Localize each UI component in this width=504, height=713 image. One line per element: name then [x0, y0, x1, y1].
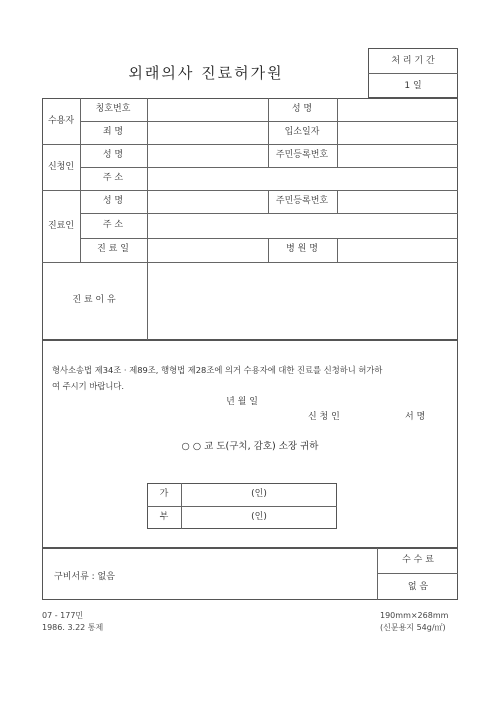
processing-period-label: 처 리 기 간 [391, 56, 435, 66]
doctor-date-label: 진 료 일 [97, 244, 129, 254]
required-documents: 구비서류 : 없음 [54, 572, 115, 582]
fee-row-line [377, 573, 458, 574]
reason-label: 진 료 이 유 [72, 295, 116, 305]
applicant-name-label: 성 명 [102, 150, 124, 160]
fee-label: 수 수 료 [402, 555, 434, 565]
statement-line-1: 형사소송법 제34조 · 제89조, 행형법 제28조에 의거 수용자에 대한 진료를 신청하니 허가하 [52, 365, 383, 375]
paper-size: 190mm×268mm [380, 611, 449, 620]
statement-date: 년 월 일 [226, 397, 258, 407]
right-label-right-line-4 [337, 238, 338, 262]
approval-row-line [147, 506, 337, 507]
approval-col-line [181, 483, 182, 529]
right-label-left-line-4 [268, 238, 269, 262]
statement-sign: 서 명 [405, 412, 426, 422]
form-date: 1986. 3.22 통제 [42, 623, 104, 632]
doctor-address-label: 주 소 [102, 220, 124, 230]
recipient-name-label: 성 명 [291, 104, 313, 114]
recipient-number-label: 칭호번호 [95, 104, 131, 114]
processing-divider [368, 73, 458, 74]
row-line-3 [80, 167, 458, 168]
row-line-6 [80, 238, 458, 239]
recipient-offense-label: 죄 명 [102, 127, 124, 137]
right-label-right-line-3 [337, 190, 338, 213]
applicant-group-label: 신청인 [47, 162, 75, 172]
doctor-group-label: 진료인 [47, 221, 75, 231]
recipient-admission-label: 입소일자 [284, 127, 320, 137]
doctor-id-label: 주민등록번호 [275, 196, 329, 206]
right-label-left-line-3 [268, 190, 269, 213]
approval-yes-label: 가 [159, 489, 169, 499]
form-number: 07 - 177민 [42, 611, 84, 620]
applicant-address-label: 주 소 [102, 173, 124, 183]
statement-line-2: 여 주시기 바랍니다. [52, 381, 125, 391]
approval-no-seal: (인) [251, 512, 267, 522]
right-label-right-line-2 [337, 144, 338, 167]
doctor-hospital-label: 병 원 명 [286, 244, 318, 254]
right-label-left-line-2 [268, 144, 269, 167]
recipient-group-label: 수용자 [47, 116, 75, 126]
row-line-1 [80, 121, 458, 122]
fee-value: 없 음 [407, 582, 429, 592]
row-line-5 [80, 213, 458, 214]
form-title: 외래의사 진료허가원 [128, 64, 284, 82]
processing-period-value: 1 일 [404, 81, 422, 91]
approval-yes-seal: (인) [251, 489, 267, 499]
paper-type: (신문용지 54g/㎡) [380, 623, 446, 632]
statement-signer: 신 청 인 [308, 412, 340, 422]
row-line-7 [42, 262, 458, 263]
approval-no-label: 부 [159, 512, 169, 522]
doctor-name-label: 성 명 [102, 196, 124, 206]
label-column-line [147, 98, 148, 340]
applicant-id-label: 주민등록번호 [275, 150, 329, 160]
fee-column-line [377, 548, 378, 600]
row-line-4 [42, 190, 458, 191]
row-line-2 [42, 144, 458, 145]
statement-addressee: ○ ○ 교 도(구치, 감호) 소장 귀하 [181, 441, 319, 452]
